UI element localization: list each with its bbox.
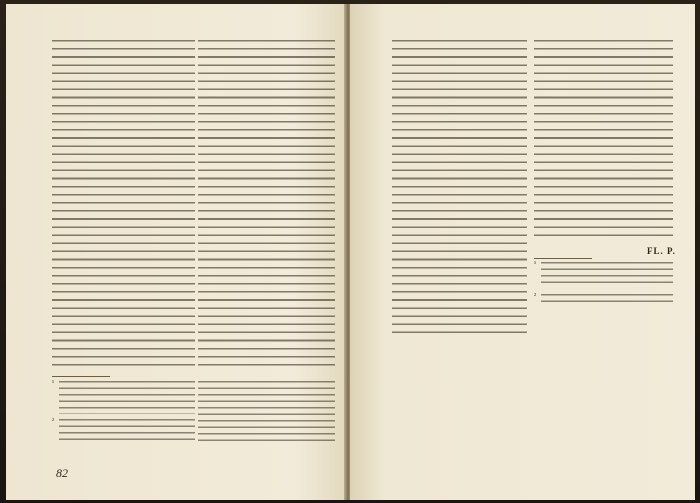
left-footnote-rule — [52, 376, 110, 377]
right-footnote-1-mark: ¹ — [534, 260, 537, 268]
right-page — [350, 4, 695, 500]
right-footnote-rule — [534, 258, 592, 259]
left-footnote-1-mark: ¹ — [52, 379, 55, 387]
right-column-1-text — [392, 40, 527, 338]
right-footnote-2-mark: ² — [534, 292, 537, 300]
review-signature: FL. P. — [647, 246, 676, 256]
right-column-2-text — [534, 40, 673, 242]
right-footnote-1-text — [541, 262, 673, 288]
right-footnote-2-text — [541, 294, 673, 307]
left-page-number: 82 — [56, 466, 68, 480]
left-footnote-1-text — [59, 381, 195, 414]
left-footnote-2-mark: ² — [52, 417, 55, 425]
left-column-2-text — [198, 40, 335, 370]
left-column-1-text — [52, 40, 195, 370]
left-page — [6, 4, 346, 500]
left-footnote-2-text — [59, 419, 195, 445]
left-footnote-column-2-text — [198, 381, 335, 446]
